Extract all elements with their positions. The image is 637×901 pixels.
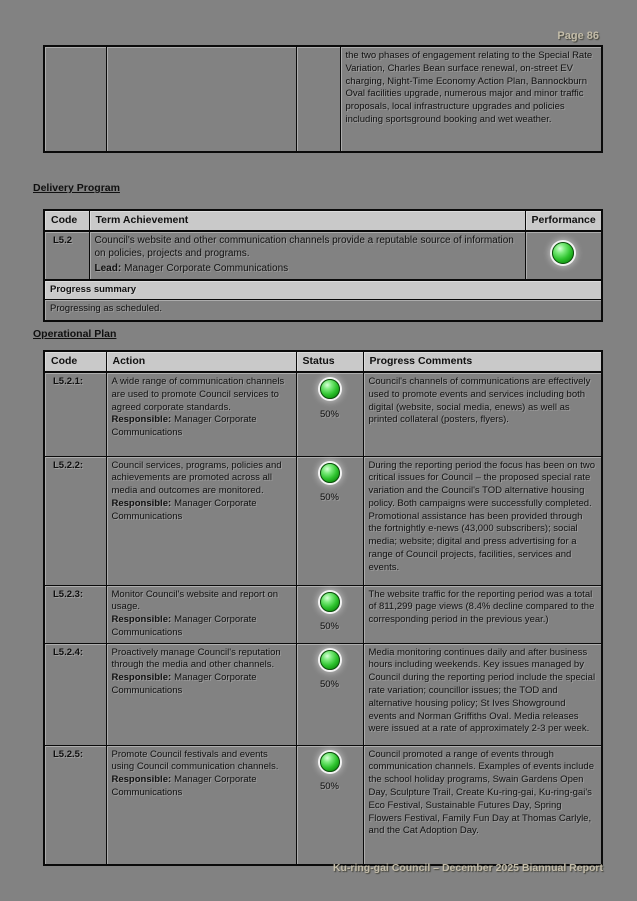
status-cell [296,456,363,585]
progress-summary-text: Progressing as scheduled. [44,300,602,321]
progress-comments-text: Council promoted a range of events through communication channels. Examples of events include the school holiday programs, Swain Gardens Open Day, Sculpture Trail, Create Ku-ring-gai, Ku-ring-gai's Eco Festival, Sustainable Futures Day, Spring Flowers Festival, Family Fun Day at Thomas Carlyle, and the Cat Adoption Day. [363,745,602,865]
action-code: L5.2.2: [44,456,106,585]
responsible-line [112,672,291,698]
col-header-performance: Performance [525,210,602,231]
lead-line [95,263,520,276]
responsible-label: Responsible: [111,774,172,786]
col-header-term-achievement: Term Achievement [89,210,525,231]
responsible-line [112,774,291,800]
status-percent: 50% [319,492,339,504]
status-percent: 50% [319,408,339,420]
continued-action-cell [106,46,296,152]
continued-comments-cell: the two phases of engagement relating to the Special Rate Variation, Charles Bean surface renewal, on-street EV charging, Night-Time Economy Action Plan, Bannockburn Oval facilities upgrade, numerous major and minor traffic proposals, local infrastructure upgrades and policies including sportsground booking and wet weather. [340,46,602,152]
col-header-code: Code [44,210,89,231]
continued-table [43,45,603,153]
green-status-light-icon [320,650,340,670]
progress-comments-text: Media monitoring continues daily and after business hours including weekends. Key issues managed by Council during the reporting period include the special rate variation; councillor issues; the TOD and alternative housing policy; St Ives Showground events and Norman Griffiths Oval. Media releases were issued at a rate of approximately 2-3 per week. [363,643,602,745]
responsible-line [112,614,291,640]
responsible-label: Responsible: [111,672,172,684]
responsible-value: Manager Corporate Communications [111,672,257,697]
progress-comments-text: During the reporting period the focus has been on two critical issues for Council – the proposed special rate variation and the Council's TOD alternative housing policy. Both campaigns were successfully completed. Promotional assistance has been provided through the fortnightly e-news (43,000 subscribers); social media; website; digital and press advertising for a range of Council projects, facilities, services and events. [363,456,602,585]
responsible-value: Manager Corporate Communications [111,774,257,799]
table-row [44,231,602,280]
continued-status-cell [296,46,340,152]
status-percent: 50% [319,621,339,633]
responsible-line [112,414,291,440]
progress-comments-text: The website traffic for the reporting period was a total of 811,299 page views (8.4% decline compared to the corresponding period in the previous year.) [363,585,602,643]
progress-summary-label: Progress summary [44,280,602,300]
page-number: Page 86 [557,30,599,42]
progress-comments-text: Council's channels of communications are effectively used to promote events and services including both digital (website, social media, enews) as well as printed collateral (posters, flyers). [363,372,602,456]
col-header-action: Action [106,351,296,372]
table-header-row [44,351,602,372]
responsible-value: Manager Corporate Communications [111,497,257,522]
status-cell [296,643,363,745]
action-text: Promote Council festivals and events using Council communication channels. [111,748,279,773]
action-text: A wide range of communication channels are used to promote Council services to agreed corporate standards. [111,376,285,413]
table-header-row [44,210,602,231]
green-status-light-icon [320,463,340,483]
action-code: L5.2.1: [44,372,106,456]
status-percent: 50% [319,781,339,793]
status-cell [296,585,363,643]
col-header-code: Code [44,351,106,372]
performance-cell [525,231,602,280]
table-row [44,372,602,456]
status-percent: 50% [319,679,339,691]
responsible-label: Responsible: [111,614,172,626]
table-row [44,585,602,643]
status-cell [296,372,363,456]
action-code: L5.2.3: [44,585,106,643]
action-text: Monitor Council's website and report on usage. [111,588,279,613]
responsible-value: Manager Corporate Communications [111,614,257,638]
lead-value: Manager Corporate Communications [124,263,289,274]
table-row [44,46,602,152]
delivery-program-heading: Delivery Program [33,182,120,194]
responsible-value: Manager Corporate Communications [111,414,257,439]
action-text: Proactively manage Council's reputation through the media and other channels. [111,646,281,671]
action-text: Council services, programs, policies and achievements are promoted across all media and outcomes are monitored. [111,459,282,497]
action-code: L5.2.5: [44,745,106,865]
delivery-program-table [43,209,603,322]
action-code: L5.2.4: [44,643,106,745]
responsible-line [112,498,291,524]
col-header-progress-comments: Progress Comments [363,351,602,372]
continued-code-cell [44,46,106,152]
status-cell [296,745,363,865]
responsible-label: Responsible: [111,497,172,509]
document-footer: Ku-ring-gai Council – December 2025 Biannual Report [332,862,603,874]
responsible-label: Responsible: [111,414,172,426]
green-status-light-icon [552,242,574,264]
term-achievement-text: Council's website and other communication channels provide a reputable source of information on policies, projects and programs. [94,235,514,259]
table-row [44,300,602,321]
green-status-light-icon [320,592,340,612]
table-row [44,456,602,585]
table-row [44,280,602,300]
col-header-status: Status [296,351,363,372]
operational-plan-table [43,350,603,866]
green-status-light-icon [320,379,340,399]
table-row [44,745,602,865]
lead-label: Lead: [94,263,122,274]
operational-plan-heading: Operational Plan [33,328,117,340]
term-code: L5.2 [44,231,89,280]
green-status-light-icon [320,752,340,772]
table-row [44,643,602,745]
